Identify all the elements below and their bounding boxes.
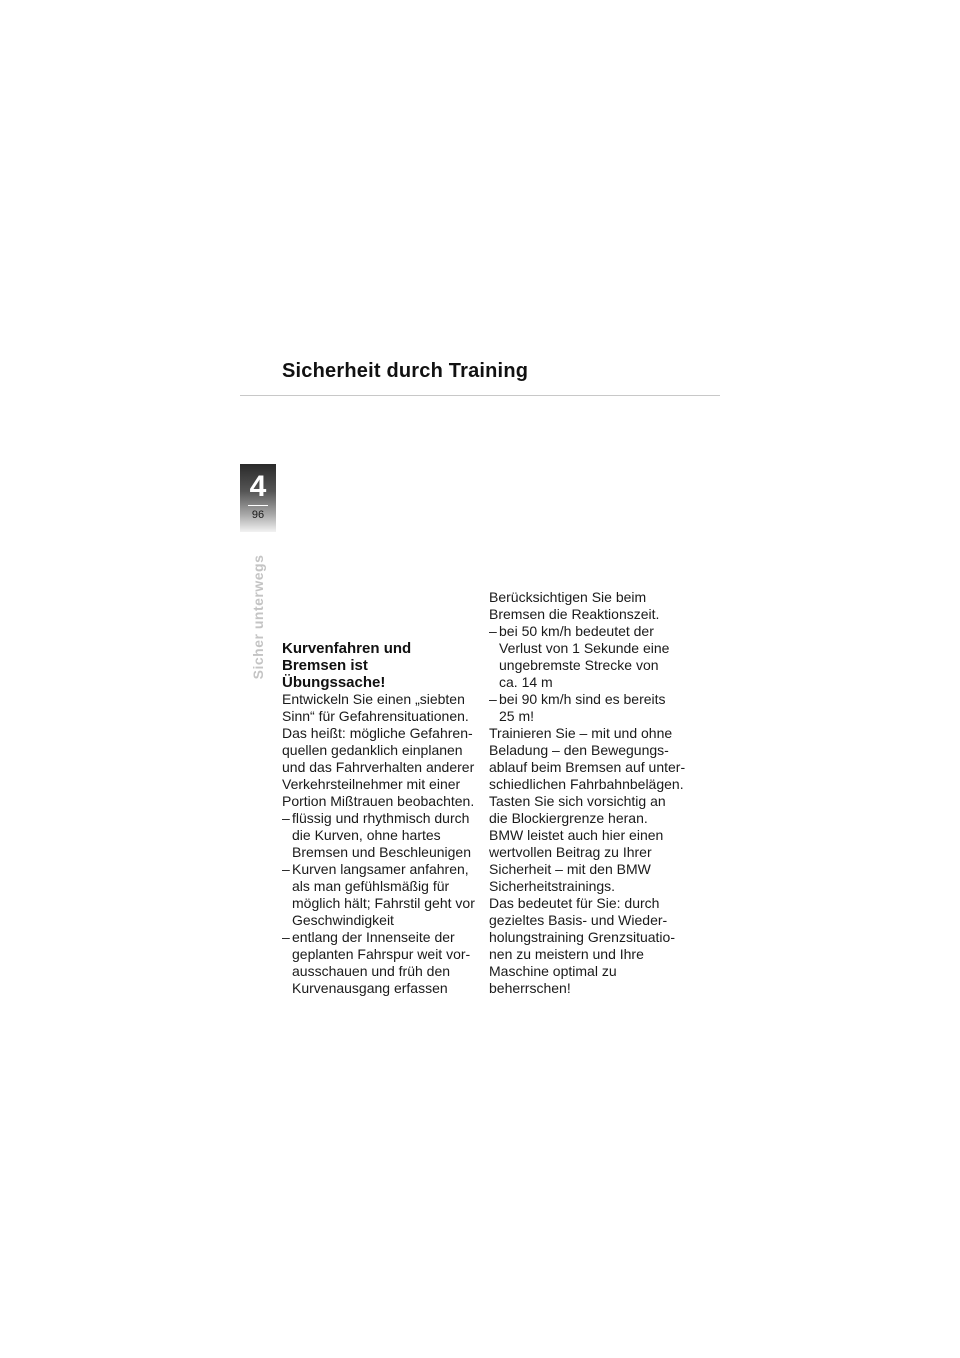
bullet-dash: – <box>282 810 290 826</box>
intro-paragraph: Entwickeln Sie einen „siebten Sinn“ für Gefahrensituationen. Das heißt: mögliche Gefahren- quellen gedanklich einplanen und das Fahrverhalten anderer Verkehrsteilnehmer mit einer Portion Mißtrauen beobachten. <box>282 691 475 809</box>
bullet-dash: – <box>282 929 290 945</box>
list-item <box>282 861 482 929</box>
chapter-divider <box>248 505 268 506</box>
list-item-text: flüssig und rhythmisch durch die Kurven, ohne hartes Bremsen und Beschleunigen <box>292 810 472 860</box>
right-column <box>489 589 689 997</box>
cornering-tips-list <box>282 810 482 997</box>
list-item-text: bei 50 km/h bedeutet der Verlust von 1 Sekunde eine ungebremste Strecke von ca. 14 m <box>499 623 670 690</box>
section-label: Sicher unterwegs <box>250 554 266 680</box>
chapter-tab <box>240 464 276 532</box>
training-paragraph: Trainieren Sie – mit und ohne Beladung – den Bewegungs- ablauf beim Bremsen auf unter- schiedlichen Fahrbahnbelägen. Tasten Sie sich vorsichtig an die Blockiergrenze heran. <box>489 725 686 826</box>
bullet-dash: – <box>489 691 497 707</box>
bullet-dash: – <box>282 861 290 877</box>
list-item-text: Kurven langsamer anfahren, als man gefühlsmäßig für möglich hält; Fahrstil geht vor Geschwindigkeit <box>292 861 475 928</box>
list-item <box>489 623 689 691</box>
section-heading: Kurvenfahren und Bremsen ist Übungssache! <box>282 640 412 691</box>
title-divider <box>240 395 720 396</box>
list-item-text: entlang der Innenseite der geplanten Fahrspur weit vor- ausschauen und früh den Kurvenausgang erfassen <box>292 929 471 996</box>
left-column <box>282 640 482 997</box>
bullet-dash: – <box>489 623 497 639</box>
reaction-time-intro: Berücksichtigen Sie beim Bremsen die Reaktionszeit. <box>489 589 660 622</box>
chapter-number: 4 <box>249 470 267 503</box>
list-item <box>489 691 689 725</box>
braking-distance-list <box>489 623 689 725</box>
page-title: Sicherheit durch Training <box>282 360 529 382</box>
page-number: 96 <box>251 509 265 521</box>
list-item <box>282 929 482 997</box>
benefit-paragraph: Das bedeutet für Sie: durch gezieltes Basis- und Wieder- holungstraining Grenzsituatio- nen zu meistern und Ihre Maschine optimal zu beherrschen! <box>489 895 675 996</box>
bmw-paragraph: BMW leistet auch hier einen wertvollen Beitrag zu Ihrer Sicherheit – mit den BMW Sicherheitstrainings. <box>489 827 664 894</box>
list-item <box>282 810 482 861</box>
list-item-text: bei 90 km/h sind es bereits 25 m! <box>499 691 666 724</box>
